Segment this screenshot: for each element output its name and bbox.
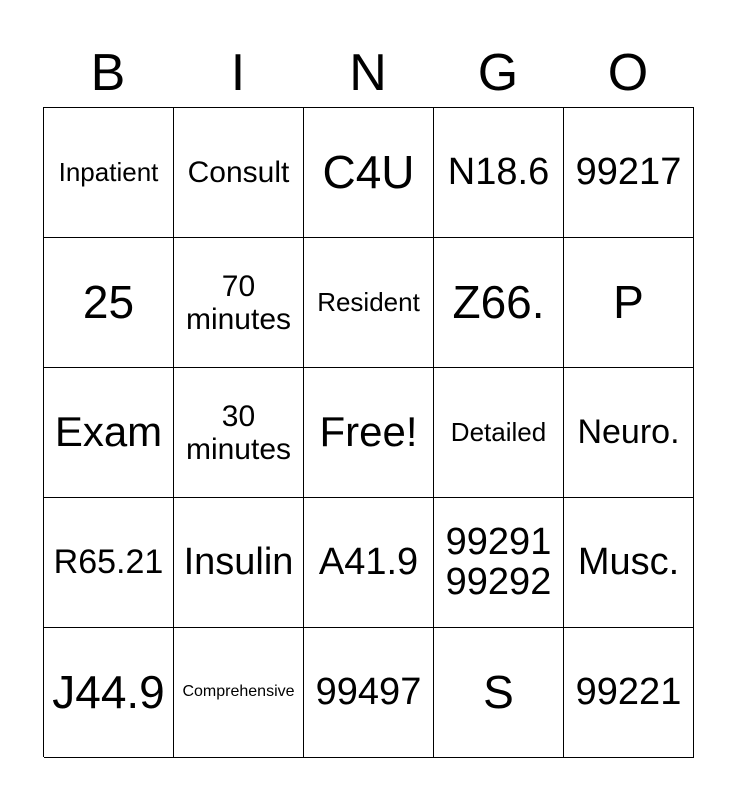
bingo-cell[interactable]: 70 minutes <box>174 238 304 368</box>
header-letter-o: O <box>607 44 649 102</box>
bingo-cell[interactable]: 99291 99292 <box>434 498 564 628</box>
bingo-cell[interactable]: 99221 <box>564 628 694 758</box>
bingo-board <box>43 107 694 757</box>
bingo-cell[interactable]: Neuro. <box>564 368 694 498</box>
bingo-cell[interactable]: N18.6 <box>434 108 564 238</box>
bingo-cell[interactable]: Consult <box>174 108 304 238</box>
bingo-cell[interactable]: Insulin <box>174 498 304 628</box>
bingo-cell[interactable]: Comprehensive <box>174 628 304 758</box>
bingo-cell[interactable]: Z66. <box>434 238 564 368</box>
bingo-cell[interactable]: P <box>564 238 694 368</box>
bingo-cell[interactable]: Detailed <box>434 368 564 498</box>
bingo-cell[interactable]: R65.21 <box>44 498 174 628</box>
bingo-cell[interactable]: Inpatient <box>44 108 174 238</box>
bingo-cell[interactable]: Musc. <box>564 498 694 628</box>
bingo-cell free-space[interactable]: Free! <box>304 368 434 498</box>
bingo-cell[interactable]: Exam <box>44 368 174 498</box>
bingo-cell[interactable]: A41.9 <box>304 498 434 628</box>
bingo-cell[interactable]: J44.9 <box>44 628 174 758</box>
bingo-cell[interactable]: 99497 <box>304 628 434 758</box>
bingo-cell[interactable]: 99217 <box>564 108 694 238</box>
bingo-cell[interactable]: S <box>434 628 564 758</box>
header-letter-g: G <box>477 44 519 102</box>
bingo-cell[interactable]: 30 minutes <box>174 368 304 498</box>
header-letter-n: N <box>349 44 387 102</box>
bingo-cell[interactable]: C4U <box>304 108 434 238</box>
bingo-cell[interactable]: 25 <box>44 238 174 368</box>
bingo-header <box>43 40 693 106</box>
bingo-cell[interactable]: Resident <box>304 238 434 368</box>
header-letter-i: I <box>230 44 246 102</box>
header-letter-b: B <box>90 44 126 102</box>
